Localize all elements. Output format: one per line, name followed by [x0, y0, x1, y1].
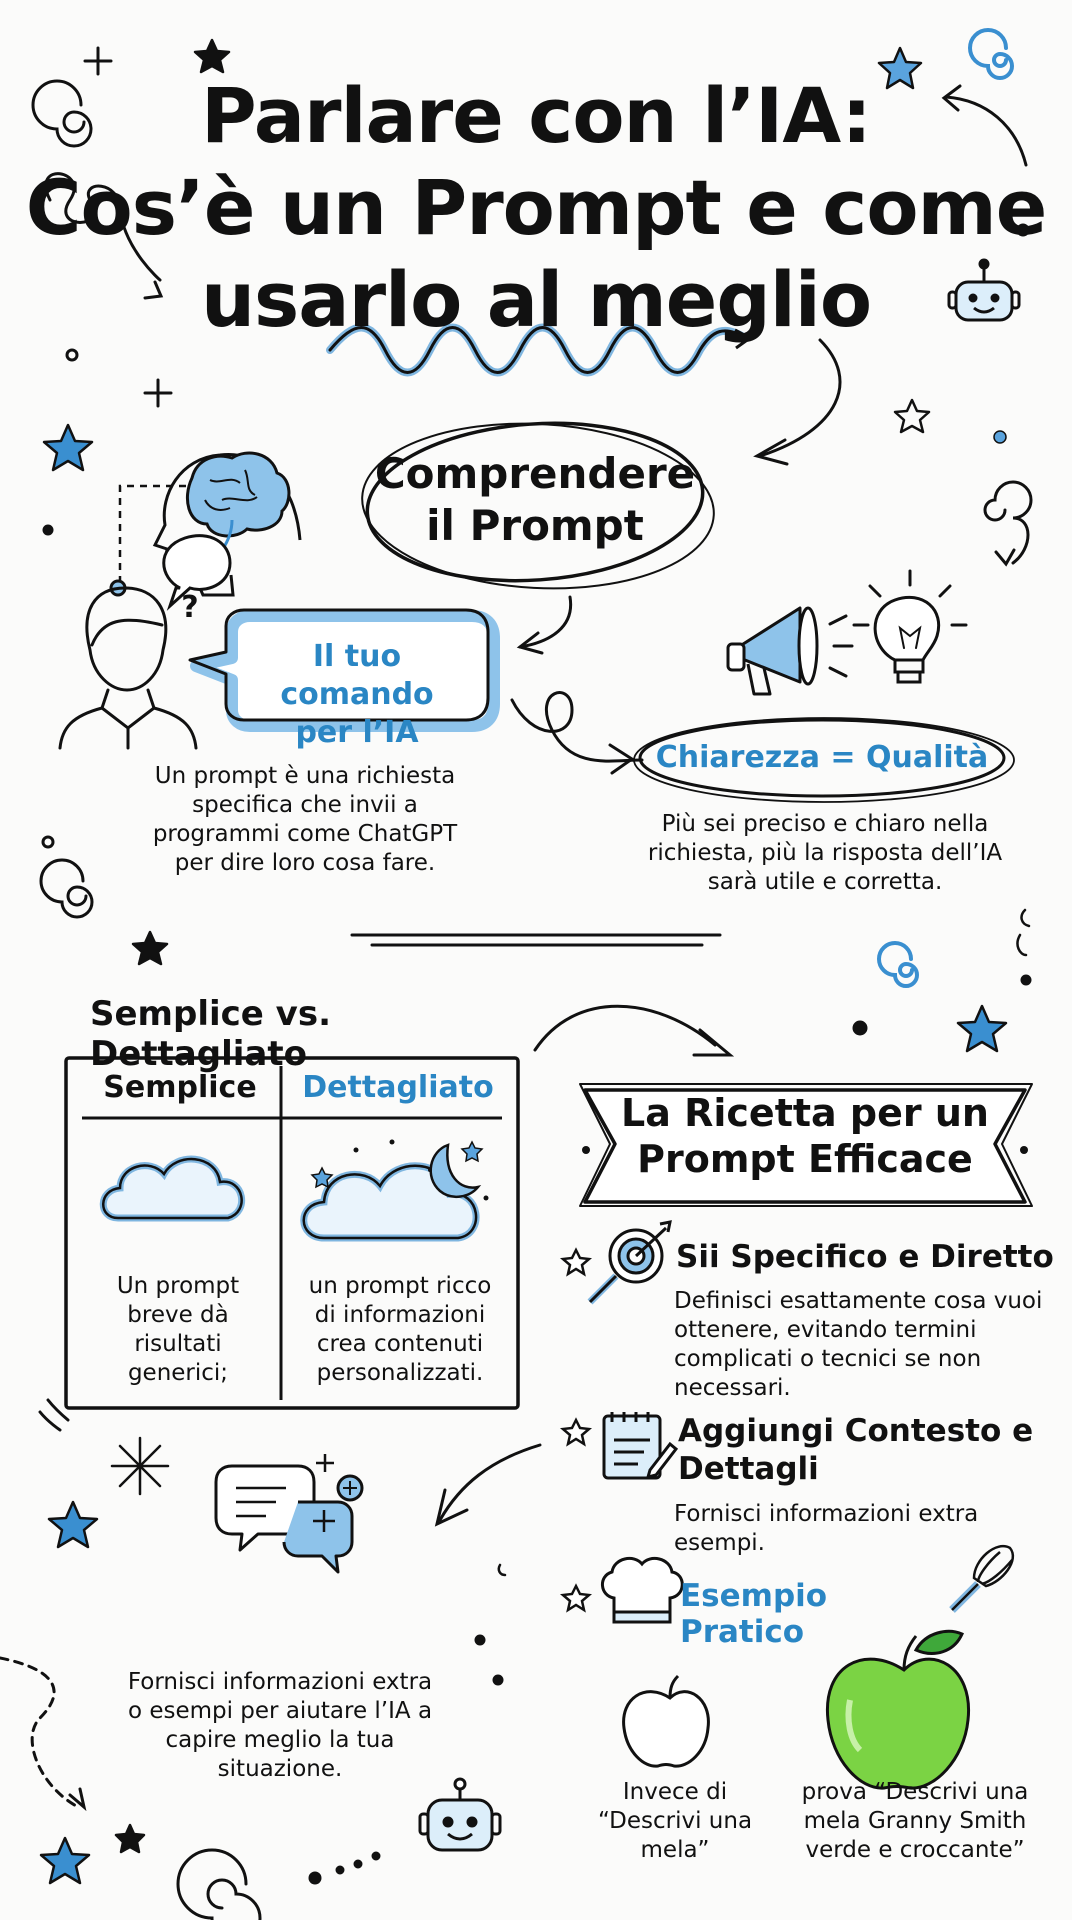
context-line: o esempi per aiutare l’IA a	[127, 1698, 433, 1724]
example-instead	[590, 1778, 760, 1865]
understand-line-1: Comprendere	[374, 449, 696, 498]
example-try	[780, 1778, 1050, 1865]
clarity-line: Più sei preciso e chiaro nella	[661, 811, 989, 837]
title-line-1: Parlare con l’IA:	[201, 71, 871, 160]
context-line: situazione.	[217, 1756, 343, 1782]
item2-line: esempi.	[674, 1530, 765, 1556]
item1-line: ottenere, evitando termini	[674, 1317, 977, 1343]
simple-line: risultati	[134, 1331, 222, 1357]
item1-line: necessari.	[674, 1375, 791, 1401]
try-line: prova “Descrivi una	[801, 1779, 1029, 1805]
try-line: verde e croccante”	[805, 1837, 1025, 1863]
recipe-item3-title: Esempio Pratico	[680, 1578, 828, 1650]
title-line-3: usarlo al meglio	[200, 255, 872, 344]
context-line: Fornisci informazioni extra	[127, 1669, 433, 1695]
column-header-simple: Semplice	[103, 1070, 257, 1105]
understand-line-2: il Prompt	[426, 501, 644, 550]
context-line: capire meglio la tua	[165, 1727, 395, 1753]
detailed-line: un prompt ricco	[308, 1273, 492, 1299]
recipe-heading-line-2: Prompt Efficace	[637, 1137, 973, 1181]
definition-line: programmi come ChatGPT	[152, 821, 458, 847]
try-line: mela Granny Smith	[803, 1808, 1027, 1834]
simple-line: breve dà	[127, 1302, 229, 1328]
recipe-item1-title: Sii Specifico e Diretto	[676, 1239, 1054, 1275]
detailed-line: crea contenuti	[316, 1331, 484, 1357]
simple-line: generici;	[127, 1360, 229, 1386]
column-header-detailed: Dettagliato	[302, 1070, 494, 1105]
command-line-1: Il tuo comando	[280, 639, 434, 712]
detailed-line: personalizzati.	[316, 1360, 484, 1386]
clarity-label: Chiarezza = Qualità	[655, 740, 989, 775]
simple-line: Un prompt	[116, 1273, 240, 1299]
command-line-2: per l’IA	[295, 715, 419, 750]
definition-line: specifica che invii a	[192, 792, 418, 818]
instead-line: mela”	[640, 1837, 710, 1863]
item2-title-line-2: Dettagli	[678, 1451, 819, 1487]
item2-title-line-1: Aggiungi Contesto e	[678, 1413, 1034, 1449]
item1-line: Definisci esattamente cosa vuoi	[674, 1288, 1043, 1314]
comparison-heading: Semplice vs. Dettagliato	[90, 994, 331, 1074]
instead-line: Invece di	[622, 1779, 728, 1805]
item1-line: complicati o tecnici se non	[674, 1346, 982, 1372]
item2-line: Fornisci informazioni extra	[674, 1501, 979, 1527]
clarity-line: richiesta, più la risposta dell’IA	[647, 840, 1003, 866]
detailed-line: di informazioni	[314, 1302, 486, 1328]
clarity-line: sarà utile e corretta.	[707, 869, 943, 895]
instead-line: “Descrivi una	[597, 1808, 753, 1834]
recipe-heading-line-1: La Ricetta per un	[621, 1091, 989, 1135]
question-mark: ?	[181, 590, 199, 625]
definition-line: Un prompt è una richiesta	[154, 763, 456, 789]
title-line-2: Cos’è un Prompt e come	[25, 163, 1047, 252]
definition-line: per dire loro cosa fare.	[174, 850, 436, 876]
